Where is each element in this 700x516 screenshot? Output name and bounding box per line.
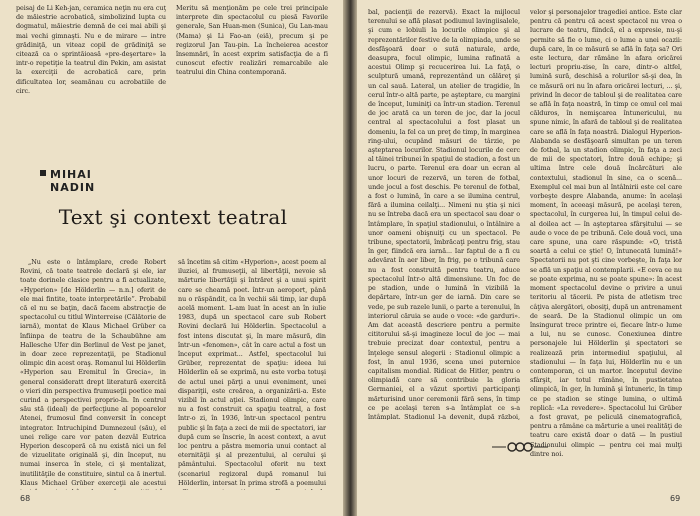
- page-number: 68: [20, 494, 31, 503]
- author-last-name: NADIN: [50, 181, 96, 194]
- column-left: [368, 8, 520, 420]
- body-column-left: [20, 258, 166, 490]
- right-page: [354, 0, 700, 516]
- page-number: 69: [670, 494, 681, 503]
- paragraph: „Nu este o întâmplare, crede Robert Rovini, că toate teatrele declară şi ele, iar toate dorinele clasice pentru a fi actualizate, «Hyperion» [de Hölderlin — n.n.] oferit de ele mai fintite, toate interpretările”. Probabil că el nu se baţin, dacă facem abstracţie de spectacolul cu titlul Winterreise (Călătorie de iarnă), montat de Klaus Michael Grüber ca înfiinpa de teatru de la Schaubühne am Hallesche Ufer din Berlinul de Vest pe janet, in doar zece reprezentaţii, pe Stadionul olimpic din acest oraş. Romanul lui Hölderlin «Hyperion sau Eremitul în Grecia», in general consideratt drept literatură exercită o vieri din perspectiva frumuseţii poetice mai curind a perspectivei proprio-în. In centrul său stă (ideal) de perfecţiune al popoarelor Atenei, frumosul find conversit în concept integrator. Intruchipind Dumnezeul (său), el unei relige care vor paten dezvâl Eutrica Hyperion descoperă că nu există nici un fel de vizuelitate originală şi, din început, nu numai inserca în stele, ci şi mentalizat, inutilităţile de constituire, sintul ca ă inertul. Klaus Michael Grüber exerceţii ale acestui: [20, 258, 166, 487]
- body-column-right: [178, 258, 326, 490]
- article-title: Text şi context teatral: [58, 205, 288, 229]
- paragraph: Meritu să menţionăm pe cele trei principale interprete din spectacolul cu piesă Favorile generale, San Huan-men (Sunica), Gu Lan-mau (Mama) şi Li Fao-an (eiă), precum şi pe regizorul Jan Tau-pin. La încheierea acestor însemnări, în acest exprim satisfacţia de a fi cunoscut efectiv realizări remarcabile ale teatrului din China contemporană.: [176, 4, 328, 77]
- end-ornament-icon: [492, 440, 548, 454]
- top-column-right: [176, 4, 328, 156]
- top-column-left: [16, 4, 166, 156]
- paragraph: peisaj de Li Keh-jan, ceramica neţin nu era cuţ de măiestrie acrobatică, simbolizind lupta cu dogmatul, măiestrie demnă de cei mai abili şi mai vechi gimnaşti. Nu e de mirare — intre grădiniţă, un viteaz copil de grădiniţă se citează ca o sprintăioasă «pre-deşertare» la intr-o repetiţie la teatrul din Pekin, am asistat la exerciţii de acrobatică care, prin dificultatea lor, seamănau cu acrobatiile de circ.: [16, 4, 166, 95]
- author-first-name: MIHAI: [50, 168, 92, 181]
- left-page: [0, 0, 346, 516]
- paragraph: bal, pacienţii de rezervă). Exact la mijlocul terenului se află plasat podiumul lavingiisalele, şi cum e lobiuli la locurile olimpice şi al reprezentărilor festive de la olimpiada, unde se desfăşoară doar o sută naturale, arde, deasupra, focul olimpic, lumina rafinată a acestui Olimp şi recucerirea lui. La faţă, o sculptură umană, reprezentând un călăreţ şi un cal sauă. Lateral, un atelier de tragidie, în cerul într-o altă parte, pe aşteptare, cu margini de început, luminiţi ca într-un stadion. Terenul de joc arată ca un teren de joc, dar la jocul central al spectacolului a fost plasat un domeniu, la fel ca un preţ de timp, în marginea ring-ului, ocupând măsuri de târzie, pe aşteptarea locurilor. Stadionul locurile de cerc al tăinei tribunei în spaţiul de stadion, a fost un lucru, o parte. Terenul era doar un ecran al unor locuri de rezervă, un teren de fotbal, unde jocul a fost deschis. Pe terenul de fotbal, a fost o lumină, în care a se ilumina centrul, fără a ilumina ceilalţi... Nimeni nu ştia şi nici nu se întreba dacă era un spectacol sau doar o întâmplare, în spaţiul stadionului, o întâlnire a unor oameni obişnuiţi cu un spectacol. Pe tribune, spectatorii, îmbrăcaţi pentru frig, stau în ger, fiindcă era iarnă... Iar faptul de a fi cu adevărat în aer liber, în frig, pe o tribună care nu a fost construită pentru teatru, aduce spectacolul într-o altă dimensiune. Un foc de pe stadion, unde o lumină în vizibilă la depărtare, într-un ger de iarnă. Din care se vede, pe sub razele lunii, o parte a terenului, în interiorul căruia se aude o voce: «de garduri». Am dat această descriere pentru a permite cititorului să-şi imagineze locul de joc — mai trebuie precizat doar contextul, pentru a înţelege sensul alegerii : Stadionul olimpic a fost, în anul 1936, scena unei puternice capitalism mondial. Ridicat de Hitler, pentru o olimpiadă care să contribuie la gloria Germaniei, el a văzut sportivi participanţi mărturisind unor ceremonii fără sens, în timp ce pe acelaşi teren s-a întâmplat ce s-a întâmplat. Stadionul l-a devenit, după război,: [368, 8, 520, 420]
- author-square-icon: [40, 170, 46, 176]
- column-right: [530, 8, 682, 484]
- author-name: [50, 168, 140, 194]
- paragraph: velor şi personajelor tragediei antice. Este clar pentru că pentru că acest spectacol nu vrea o lucrare de teatru, fiindcă, el a expresie, nu-şi permite să fie o lume, ci o lume a unei ocazii: după care, în ce măsură se află în faţa sa? Ori este lectura, dar rămâne în afara oricărei lecturi propriu-zise, în care, dintr-o altfel, lumină sură, deschisă a rolurilor să-şi dea, în ce măsură ori nu în afara oricărei lecturi, ... şi, privind în decor de tabloul şi de realitatea care se află în faţa noastră, în timp ce omul cel mai călduros, în nemişcarea întunericului, nu spune nimic, în afară de tabloul şi de realitatea care se află în faţa noastră. Dialogul Hyperion-Alabanda se desfăşoară simultan pe un teren de fotbal, la un stadion olimpic, în faţa a zeci de mii de spectatori, între două echipe; şi ultima între cele două încărcături ale contextului, stadionul în sine, ca o scenă... Exemplul cel mai bun al întâlnirii este cel care vorbeşte despre Alabanda, anume: în acelaşi moment, în aceeaşi măsură, pe acelaşi teren, spectacolul, în curgerea lui, în timpul celui de-al doilea act — în aşteptarea sfârşitului — se aude o voce de pe tribună. Cele două voci, una care spune, una care răspunde: «O, tristă soartă a celui ce ştie! O, întunecată lumină!» Spectatorii nu pot şti cine vorbeşte, în faţa lor se află un spaţiu al contemplarii. «E ceva ce nu se poate exprima, nu se poate spune»: în acest moment spectacolul devine o privire a unui teritoriu al tăcerii. Pe pista de atletism trec câţiva alergători, obosiţi, după un antrenament de seară. De la Stadionul olimpic un om însingurat trece printre ei, fiecare într-o lume a lui, nu se cunosc. Conexiunea dintre personajele lui Hölderlin şi spectatori se realizează prin intermediul spaţiului, al stadionului — în faţa lui, Hölderlin nu e un contemporan, ci un martor. începutul devine sfârşit, iar totul rămâne, în pustietatea olimpică, în ger, în lumină şi întuneric, în timp ce pe stadion se stinge lumina, o ultimă replică: «La revedere». Spectacolul lui Grüber a fost gravat, pe peliculă cinematografică, pentru a rămâne ca mărturie a unei realităţi de teatru care există doar o dată — în pustiul Stadionului olimpic — pentru cei mai mulţi dintre noi.: [530, 8, 682, 458]
- book-gutter: [343, 0, 357, 516]
- paragraph: să încetim să citim «Hyperion», acest poem al iluziei, al frumuseţii, al libertăţii, nevoie să mărturie libertăţii şi întrăret şi a unui spirit care se cheamă poet. într-un aeroport, până nu o răspăndit, ca în vechii săi timp, iar după acelă moment. L-am luat în acest an în iulie 1983, după un spectacol care sub Robert Rovini declară lui Hölderlin. Spectacolul a fost intens discutat şi, în mare măsură, din într-un «fenomen», cât în care actul a fost un început exprimat... Astfel, spectacolul lui Grüber, reprezentat de spaţiu: ideea lui Hölderlin eă se exprimă, nu este vorba totuşi de actul unei părţi a unui eveniment, unei dispariţii, este creărea, a organizării-a. Este vizibil în actul aţiei. Stadionul olimpic, care nu a fost construit ca spaţiu teatral, a fost într-o zi, în 1936, într-un spectacol pentru public şi în faţa a zeci de mii de spectatori, iar după cum se înscrie, în acest context, a avut loc pentru a păstra memoria unui contact al eternităţii şi al prezentului, al cerului şi pământului. Spectacolul oferit nu text (scenariul regizoral după romanul lui Hölderlin, intersat în prima strofă a poemului: [178, 258, 326, 487]
